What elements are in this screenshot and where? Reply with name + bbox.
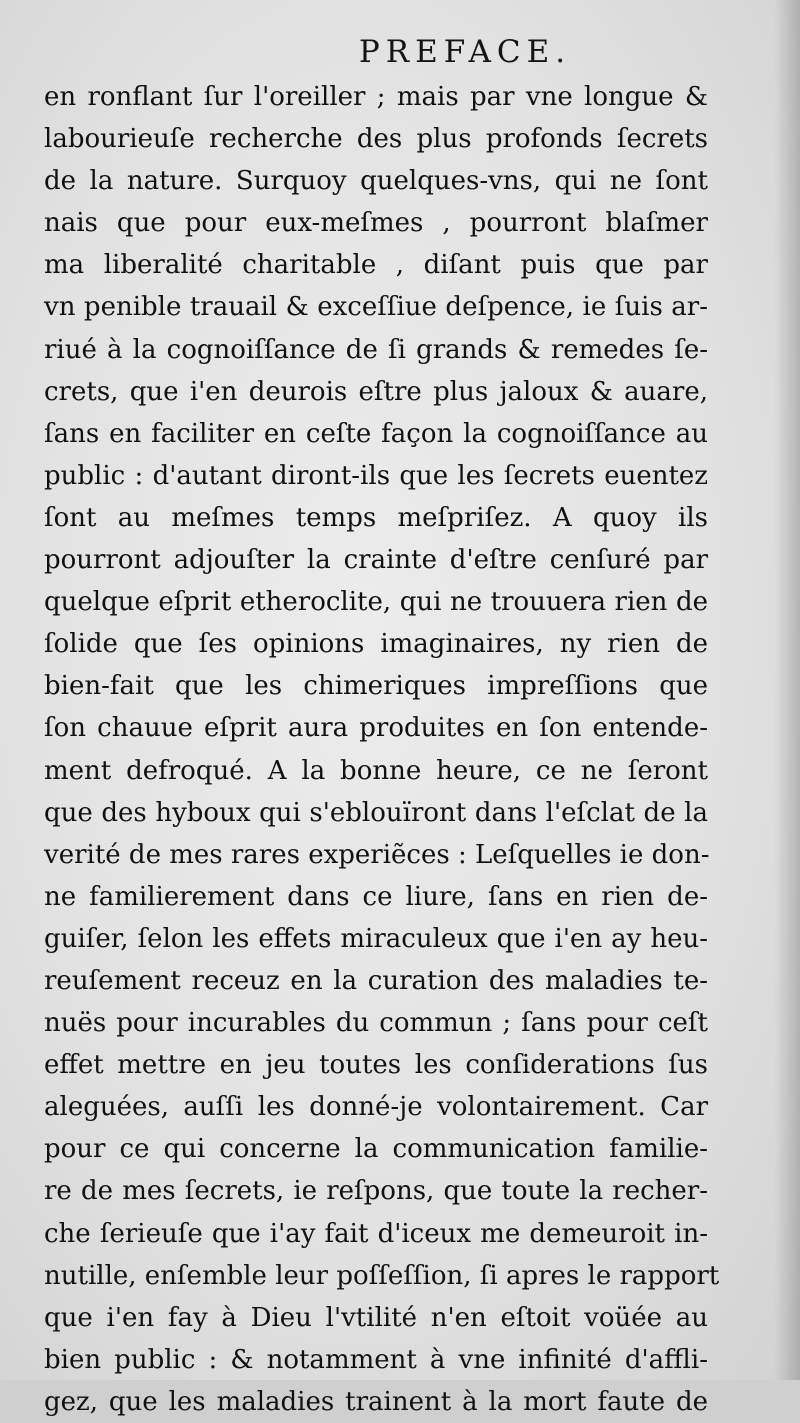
text-line: che ſerieuſe que i'ay fait d'iceux me demeuroit in-: [44, 1218, 708, 1249]
text-line: ne familierement dans ce liure, ſans en rien de-: [44, 881, 708, 912]
text-line: ma liberalité charitable , diſant puis que par: [44, 250, 708, 281]
text-line: pourront adjouſter la crainte d'eſtre cenſuré par: [44, 545, 708, 576]
text-line: nais que pour eux-meſmes , pourront blaſmer: [44, 208, 708, 239]
text-line: pour ce qui concerne la communication familie-: [44, 1134, 708, 1165]
text-line: riué à la cognoiſſance de ſi grands & remedes ſe-: [44, 334, 708, 365]
body-text: [44, 76, 720, 1423]
text-line: que i'en fay à Dieu l'vtilité n'en eſtoit voüée au: [44, 1302, 708, 1333]
text-line: aleguées, auſſi les donné-je volontairement. Car: [44, 1092, 708, 1123]
page-edge-shadow: [774, 0, 800, 1380]
text-line: verité de mes rares experiẽces : Leſquelles ie don-: [44, 839, 710, 870]
text-line: ſolide que ſes opinions imaginaires, ny rien de: [44, 629, 708, 660]
text-line: nuës pour incurables du commun ; ſans pour ceſt: [44, 1008, 708, 1039]
text-line: guiſer, ſelon les effets miraculeux que i'en ay heu-: [44, 923, 708, 954]
running-head: PREFACE.: [358, 34, 572, 70]
text-line: public : d'autant diront-ils que les ſecrets euentez: [44, 460, 708, 491]
text-line: de la nature. Surquoy quelques-vns, qui ne ſont: [44, 166, 708, 197]
text-line: bien-fait que les chimeriques impreſſions que: [44, 671, 708, 702]
text-line: crets, que i'en deurois eſtre plus jaloux & auare,: [44, 376, 708, 407]
text-line: labourieuſe recherche des plus profonds ſecrets: [44, 124, 708, 155]
text-line: bien public : & notamment à vne infinité d'affli-: [44, 1344, 708, 1375]
text-line: vn penible trauail & exceſſiue deſpence, ie ſuis ar-: [44, 292, 708, 323]
text-line: reuſement receuz en la curation des maladies te-: [44, 965, 708, 996]
text-line: gez, que les maladies trainent à la mort faute de: [44, 1386, 708, 1417]
text-line: ment defroqué. A la bonne heure, ce ne ſeront: [44, 755, 708, 786]
text-line: ſans en faciliter en ceſte façon la cognoiſſance au: [44, 418, 708, 449]
text-line: effet mettre en jeu toutes les conſiderations ſus: [44, 1050, 708, 1081]
text-line: nutille, enſemble leur poſſeſſion, ſi apres le rapport: [44, 1260, 720, 1291]
text-line: ſon chauue eſprit aura produites en ſon entende-: [44, 713, 708, 744]
text-line: en ronflant ſur l'oreiller ; mais par vne longue &: [44, 82, 708, 112]
text-line: que des hyboux qui s'eblouïront dans l'eſclat de la: [44, 797, 708, 828]
text-line: re de mes ſecrets, ie reſpons, que toute la recher-: [44, 1176, 708, 1207]
text-line: ſont au meſmes temps meſpriſez. A quoy ils: [44, 502, 708, 533]
text-line: quelque eſprit etheroclite, qui ne trouuera rien de: [44, 587, 708, 618]
